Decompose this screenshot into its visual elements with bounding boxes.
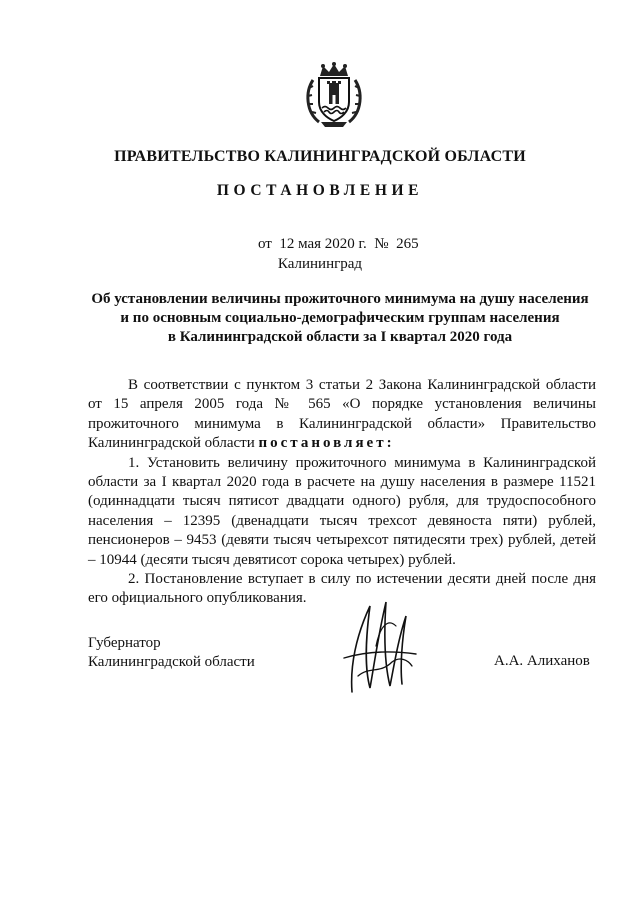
date-prefix: от	[258, 236, 272, 252]
subject-line-1: Об установлении величины прожиточного минимума на душу населения	[91, 291, 589, 307]
item-2-paragraph: 2. Постановление вступает в силу по истечении десяти дней после дня его официального опубликования.	[88, 571, 596, 607]
document-type-title: ПОСТАНОВЛЕНИЕ	[216, 182, 424, 199]
signatory-position	[88, 634, 255, 672]
subject-line-3: в Калининградской области за I квартал 2020 года	[167, 329, 513, 345]
document-subject	[80, 290, 600, 347]
coat-of-arms-icon	[303, 62, 365, 128]
document-body	[88, 376, 596, 609]
signatory-name: А.А. Алиханов	[494, 653, 590, 669]
position-line-1: Губернатор	[88, 635, 161, 651]
document-number: 265	[396, 236, 419, 252]
resolves-word: постановляет:	[258, 435, 395, 452]
item-1-paragraph: 1. Установить величину прожиточного минимума в Калининградской области за I квартал 2020 года в расчете на душу населения в размере 11521 (одиннадцати тысяч пятисот двадцати одного) рубля, для трудоспособного населения – 12395 (двенадцати тысяч трехсот девяноста пяти) рублей, пенсионеров – 9453 (девяти тысяч четырехсот пятидесяти трех) рублей, детей – 10944 (десяти тысяч девятисот сорока четырех) рублей.	[88, 454, 596, 568]
subject-line-2: и по основным социально-демографическим группам населения	[120, 310, 560, 326]
document-city: Калининград	[277, 256, 363, 272]
position-line-2: Калининградской области	[88, 654, 255, 670]
document-date: 12 мая 2020 г.	[279, 236, 367, 252]
document-date-number	[258, 236, 419, 253]
intro-text: В соответствии с пунктом 3 статьи 2 Закона Калининградской области от 15 апреля 2005 года № 565 «О порядке установления величины прожиточного минимума в Калининградской области» Правительство Калининградской области	[88, 377, 596, 452]
government-title: ПРАВИТЕЛЬСТВО КАЛИНИНГРАДСКОЙ ОБЛАСТИ	[114, 148, 526, 165]
intro-paragraph	[88, 376, 596, 454]
number-sign: №	[374, 236, 389, 252]
signature-icon	[340, 596, 418, 696]
